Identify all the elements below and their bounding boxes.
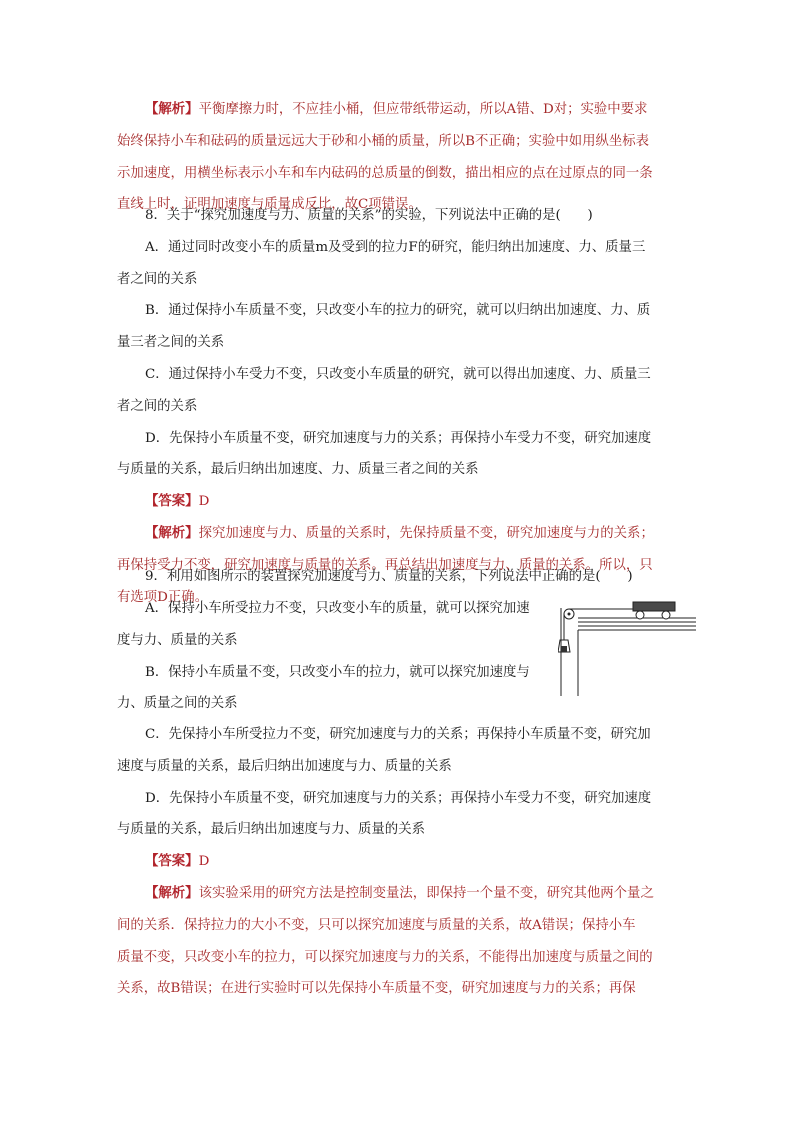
option-d: D．先保持小车质量不变，研究加速度与力的关系；再保持小车受力不变，研究加速度: [145, 790, 652, 806]
option-c-cont: 速度与质量的关系，最后归纳出加速度与力、质量的关系: [117, 758, 452, 774]
option-a-cont: 度与力、质量的关系: [117, 632, 238, 648]
option-a: A．通过同时改变小车的质量m及受到的拉力F的研究，能归纳出加速度、力、质量三: [145, 239, 646, 255]
analysis-line: 再保持受力不变，研究加速度与质量的关系。再总结出加速度与力、质量的关系。所以，只: [117, 557, 653, 573]
option-d: D．先保持小车质量不变，研究加速度与力的关系；再保持小车受力不变，研究加速度: [145, 430, 652, 446]
answer-value: D: [198, 854, 210, 870]
option-d-cont: 与质量的关系，最后归纳出加速度与力、质量的关系: [117, 822, 425, 838]
answer-tag: 【答案】: [145, 853, 199, 870]
apparatus-figure: [558, 598, 698, 698]
option-a-cont: 者之间的关系: [117, 271, 198, 287]
analysis-line: 示加速度，用横坐标表示小车和车内砝码的总质量的倒数，描出相应的点在过原点的同一条: [117, 165, 653, 181]
option-b: B．通过保持小车质量不变，只改变小车的拉力的研究，就可以归纳出加速度、力、质: [145, 303, 651, 319]
answer-line: [117, 846, 677, 878]
option-b-cont: 量三者之间的关系: [117, 335, 225, 351]
answer-tag: 【答案】: [145, 493, 199, 510]
analysis-tag: 【解析】: [145, 884, 199, 901]
option-c: C．先保持小车所受拉力不变，研究加速度与力的关系；再保持小车质量不变，研究加: [145, 727, 651, 742]
analysis-line: 【解析】平衡摩擦力时，不应挂小桶，但应带纸带运动，所以A错、D对；实验中要求: [145, 101, 648, 117]
question-stem: 9．利用如图所示的装置探究加速度与力、质量的关系，下列说法中正确的是( ): [145, 569, 633, 584]
analysis-line: 始终保持小车和砝码的质量远远大于砂和小桶的质量，所以B不正确；实验中如用纵坐标表: [117, 133, 650, 149]
option-d-cont: 与质量的关系，最后归纳出加速度、力、质量三者之间的关系: [117, 462, 479, 478]
analysis-line: 有选项D正确。: [117, 589, 209, 605]
analysis-line: 直线上时，证明加速度与质量成反比，故C项错误。: [117, 197, 422, 213]
question-9-options-ab: [117, 593, 557, 720]
analysis-line: 关系，故B错误；在进行实验时可以先保持小车质量不变，研究加速度与力的关系；再保: [117, 981, 636, 997]
option-c-cont: 者之间的关系: [117, 398, 198, 414]
option-a: A．保持小车所受拉力不变，只改变小车的质量，就可以探究加速: [145, 601, 530, 616]
analysis-tag: 【解析】: [145, 101, 199, 117]
answer-value: D: [198, 494, 210, 510]
analysis-line: 间的关系．保持拉力的大小不变，只可以探究加速度与质量的关系，故A错误；保持小车: [117, 917, 636, 933]
option-b-cont: 力、质量之间的关系: [117, 696, 238, 712]
question-8: [117, 200, 677, 613]
question-9: [117, 561, 677, 593]
question-9-rest: [117, 719, 677, 1005]
analysis-tag: 【解析】: [145, 524, 199, 541]
option-b: B．保持小车质量不变，只改变小车的拉力，就可以探究加速度与: [145, 664, 530, 680]
analysis-line: 【解析】该实验采用的研究方法是控制变量法，即保持一个量不变，研究其他两个量之: [145, 884, 654, 901]
analysis-line: 【解析】探究加速度与力、质量的关系时，先保持质量不变，研究加速度与力的关系；: [145, 524, 654, 541]
question-stem: 8．关于“探究加速度与力、质量的关系”的实验，下列说法中正确的是( ): [145, 208, 593, 223]
answer-line: [117, 486, 677, 518]
analysis-line: 质量不变，只改变小车的拉力，可以探究加速度与力的关系，不能得出加速度与质量之间的: [117, 949, 653, 965]
option-c: C．通过保持小车受力不变，只改变小车质量的研究，就可以得出加速度、力、质量三: [145, 366, 651, 382]
